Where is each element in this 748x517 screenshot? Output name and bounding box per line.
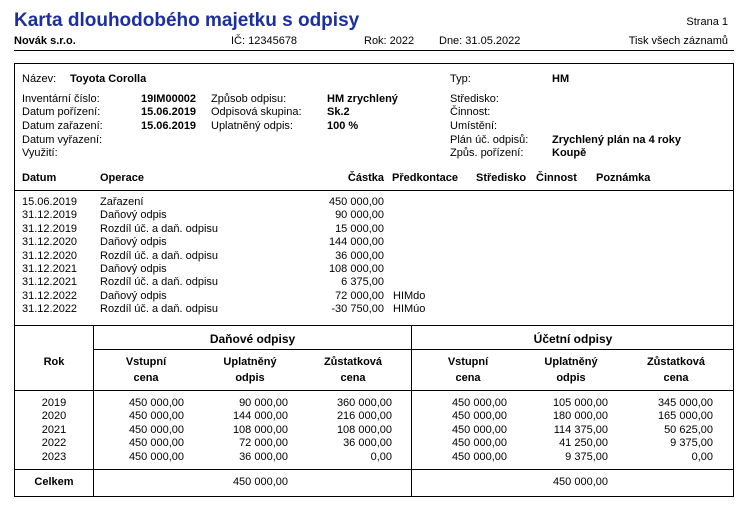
page-number: Strana 1 bbox=[686, 16, 728, 28]
ops-header-date: Datum bbox=[22, 172, 57, 184]
incl-date-label: Datum zařazení: bbox=[22, 120, 103, 132]
acc-residual: 165 000,00 bbox=[657, 410, 713, 423]
acc-input: 450 000,00 bbox=[451, 450, 507, 463]
location-label: Umístění: bbox=[450, 120, 498, 132]
op-precontact bbox=[393, 276, 473, 289]
total-label: Celkem bbox=[34, 476, 74, 488]
tax-input: 450 000,00 bbox=[128, 437, 184, 450]
acc-input: 450 000,00 bbox=[451, 397, 507, 409]
tax-dep: 36 000,00 bbox=[239, 450, 288, 463]
acc-col-residual-2: cena bbox=[663, 372, 689, 384]
acc-col-input-2: cena bbox=[455, 372, 481, 384]
tax-dep: 72 000,00 bbox=[239, 437, 288, 450]
ops-header-operation: Operace bbox=[100, 172, 145, 184]
dep-years bbox=[14, 397, 94, 464]
op-amount: -30 750,00 bbox=[331, 303, 384, 316]
op-precontact bbox=[393, 250, 473, 263]
ops-dates bbox=[22, 196, 97, 317]
group-label: Odpisová skupina: bbox=[211, 106, 302, 118]
incl-date-value: 15.06.2019 bbox=[141, 120, 197, 132]
method-label: Způsob odpisu: bbox=[211, 93, 287, 105]
plan-label: Plán úč. odpisů: bbox=[450, 134, 529, 146]
ops-header-divider bbox=[14, 190, 734, 191]
use-label: Využití: bbox=[22, 147, 58, 159]
acc-col-residual-1: Zůstatková bbox=[646, 356, 706, 368]
dep-subheader-divider bbox=[94, 349, 734, 350]
ops-header-activity: Činnost bbox=[536, 172, 577, 184]
op-precontact bbox=[393, 209, 473, 222]
company-name: Novák s.r.o. bbox=[14, 35, 76, 47]
name-value: Toyota Corolla bbox=[70, 73, 147, 85]
acq-method-value: Koupě bbox=[552, 147, 587, 159]
op-amount: 450 000,00 bbox=[328, 196, 384, 208]
acc-col-applied-2: odpis bbox=[556, 372, 586, 384]
tax-col-applied-1: Uplatněný bbox=[223, 356, 277, 368]
op-date: 31.12.2020 bbox=[22, 249, 78, 262]
acq-date-value: 15.06.2019 bbox=[141, 106, 197, 118]
op-amount: 72 000,00 bbox=[335, 289, 384, 302]
print-mode: Tisk všech záznamů bbox=[628, 35, 728, 47]
tax-total: 450 000,00 bbox=[232, 476, 288, 488]
op-amount: 108 000,00 bbox=[328, 262, 384, 275]
ops-names bbox=[100, 196, 300, 317]
op-precontact: HIMdo bbox=[393, 289, 426, 302]
plan-value: Zrychlený plán na 4 roky bbox=[552, 134, 681, 146]
op-precontact bbox=[393, 223, 473, 236]
dep-col-divider-2 bbox=[411, 325, 412, 497]
dep-year: 2023 bbox=[41, 450, 67, 463]
tax-residual: 0,00 bbox=[370, 450, 392, 463]
acq-date-label: Datum pořízení: bbox=[22, 106, 101, 118]
tax-dep-title: Daňové odpisy bbox=[209, 332, 296, 346]
applied-value: 100 % bbox=[327, 120, 359, 132]
acc-residual: 0,00 bbox=[691, 450, 713, 463]
company-id: IČ: 12345678 bbox=[231, 35, 298, 47]
tax-col-input-2: cena bbox=[133, 372, 159, 384]
centre-label: Středisko: bbox=[450, 93, 499, 105]
tax-col-residual-1: Zůstatková bbox=[323, 356, 383, 368]
ops-header-precontact: Předkontace bbox=[392, 172, 459, 184]
op-name: Rozdíl úč. a daň. odpisu bbox=[100, 222, 219, 235]
dep-year: 2021 bbox=[41, 423, 67, 436]
ops-header-centre: Středisko bbox=[476, 172, 527, 184]
inv-value: 19IM00002 bbox=[141, 93, 197, 105]
acc-input: 450 000,00 bbox=[451, 437, 507, 450]
dep-total-divider bbox=[14, 469, 734, 470]
op-amount: 90 000,00 bbox=[335, 209, 384, 222]
op-amount: 15 000,00 bbox=[335, 222, 384, 235]
op-precontact bbox=[393, 236, 473, 249]
acc-col-applied-1: Uplatněný bbox=[544, 356, 598, 368]
acc-dep: 41 250,00 bbox=[559, 437, 608, 450]
tax-residual: 108 000,00 bbox=[336, 423, 392, 436]
ops-header-amount: Částka bbox=[347, 172, 384, 184]
op-amount: 6 375,00 bbox=[341, 276, 384, 289]
op-name: Daňový odpis bbox=[100, 236, 167, 249]
acc-col-input-1: Vstupní bbox=[447, 356, 489, 368]
acc-input: 450 000,00 bbox=[451, 410, 507, 423]
op-amount: 144 000,00 bbox=[328, 236, 384, 249]
op-date: 15.06.2019 bbox=[22, 196, 78, 208]
op-date: 31.12.2022 bbox=[22, 303, 78, 316]
acc-total: 450 000,00 bbox=[552, 476, 608, 488]
op-name: Rozdíl úč. a daň. odpisu bbox=[100, 276, 219, 289]
op-name: Zařazení bbox=[100, 196, 144, 208]
op-name: Daňový odpis bbox=[100, 289, 167, 302]
tax-col-input-1: Vstupní bbox=[125, 356, 167, 368]
tax-col-applied-2: odpis bbox=[235, 372, 265, 384]
acc-dep: 9 375,00 bbox=[565, 450, 608, 463]
tax-residual: 216 000,00 bbox=[336, 410, 392, 423]
activity-label: Činnost: bbox=[450, 106, 491, 118]
acc-residual: 345 000,00 bbox=[657, 397, 713, 409]
op-name: Daňový odpis bbox=[100, 262, 167, 275]
dep-header-divider bbox=[14, 390, 734, 391]
inv-label: Inventární číslo: bbox=[22, 93, 100, 105]
tax-dep: 108 000,00 bbox=[232, 423, 288, 436]
type-value: HM bbox=[552, 73, 570, 85]
tax-residual: 360 000,00 bbox=[336, 397, 392, 409]
op-name: Rozdíl úč. a daň. odpisu bbox=[100, 303, 219, 316]
tax-input: 450 000,00 bbox=[128, 423, 184, 436]
name-label: Název: bbox=[22, 73, 57, 85]
acc-dep: 114 375,00 bbox=[553, 423, 608, 436]
op-date: 31.12.2020 bbox=[22, 236, 78, 249]
tax-residuals bbox=[300, 397, 392, 464]
acq-method-label: Způs. pořízení: bbox=[450, 147, 524, 159]
tax-deps bbox=[200, 397, 288, 464]
dep-year: 2020 bbox=[41, 410, 67, 423]
acc-inputs bbox=[420, 397, 507, 464]
acc-residuals bbox=[620, 397, 713, 464]
tax-dep: 144 000,00 bbox=[232, 410, 288, 423]
method-value: HM zrychlený bbox=[327, 93, 398, 105]
ops-amounts bbox=[300, 196, 384, 317]
tax-inputs bbox=[100, 397, 184, 464]
op-precontact bbox=[393, 196, 473, 209]
op-date: 31.12.2021 bbox=[22, 276, 78, 289]
op-date: 31.12.2021 bbox=[22, 262, 78, 275]
applied-label: Uplatněný odpis: bbox=[211, 120, 293, 132]
acc-dep-title: Účetní odpisy bbox=[533, 332, 613, 346]
acc-input: 450 000,00 bbox=[451, 423, 507, 436]
acc-residual: 50 625,00 bbox=[664, 423, 713, 436]
op-name: Daňový odpis bbox=[100, 209, 167, 222]
op-name: Rozdíl úč. a daň. odpisu bbox=[100, 249, 219, 262]
type-label: Typ: bbox=[450, 73, 471, 85]
ops-precontacts bbox=[393, 196, 473, 317]
page-title: Karta dlouhodobého majetku s odpisy bbox=[14, 10, 360, 31]
tax-input: 450 000,00 bbox=[128, 397, 184, 409]
group-value: Sk.2 bbox=[327, 106, 350, 118]
tax-input: 450 000,00 bbox=[128, 450, 184, 463]
op-date: 31.12.2019 bbox=[22, 222, 78, 235]
acc-dep: 105 000,00 bbox=[552, 397, 608, 409]
dep-year: 2019 bbox=[41, 397, 67, 409]
op-precontact: HIMúo bbox=[393, 303, 426, 316]
acc-deps bbox=[520, 397, 608, 464]
dep-year: 2022 bbox=[41, 437, 67, 450]
acc-residual: 9 375,00 bbox=[670, 437, 713, 450]
dep-table-top bbox=[14, 325, 734, 326]
ops-header-note: Poznámka bbox=[596, 172, 651, 184]
tax-col-residual-2: cena bbox=[340, 372, 366, 384]
disposal-label: Datum vyřazení: bbox=[22, 134, 103, 146]
header-divider bbox=[14, 50, 734, 51]
tax-residual: 36 000,00 bbox=[343, 437, 392, 450]
report-year: Rok: 2022 bbox=[364, 35, 415, 47]
op-amount: 36 000,00 bbox=[335, 249, 384, 262]
op-date: 31.12.2019 bbox=[22, 209, 78, 222]
acc-dep: 180 000,00 bbox=[552, 410, 608, 423]
tax-input: 450 000,00 bbox=[128, 410, 184, 423]
col-year: Rok bbox=[43, 356, 65, 368]
op-precontact bbox=[393, 263, 473, 276]
report-date: Dne: 31.05.2022 bbox=[439, 35, 521, 47]
tax-dep: 90 000,00 bbox=[239, 397, 288, 409]
op-date: 31.12.2022 bbox=[22, 289, 78, 302]
